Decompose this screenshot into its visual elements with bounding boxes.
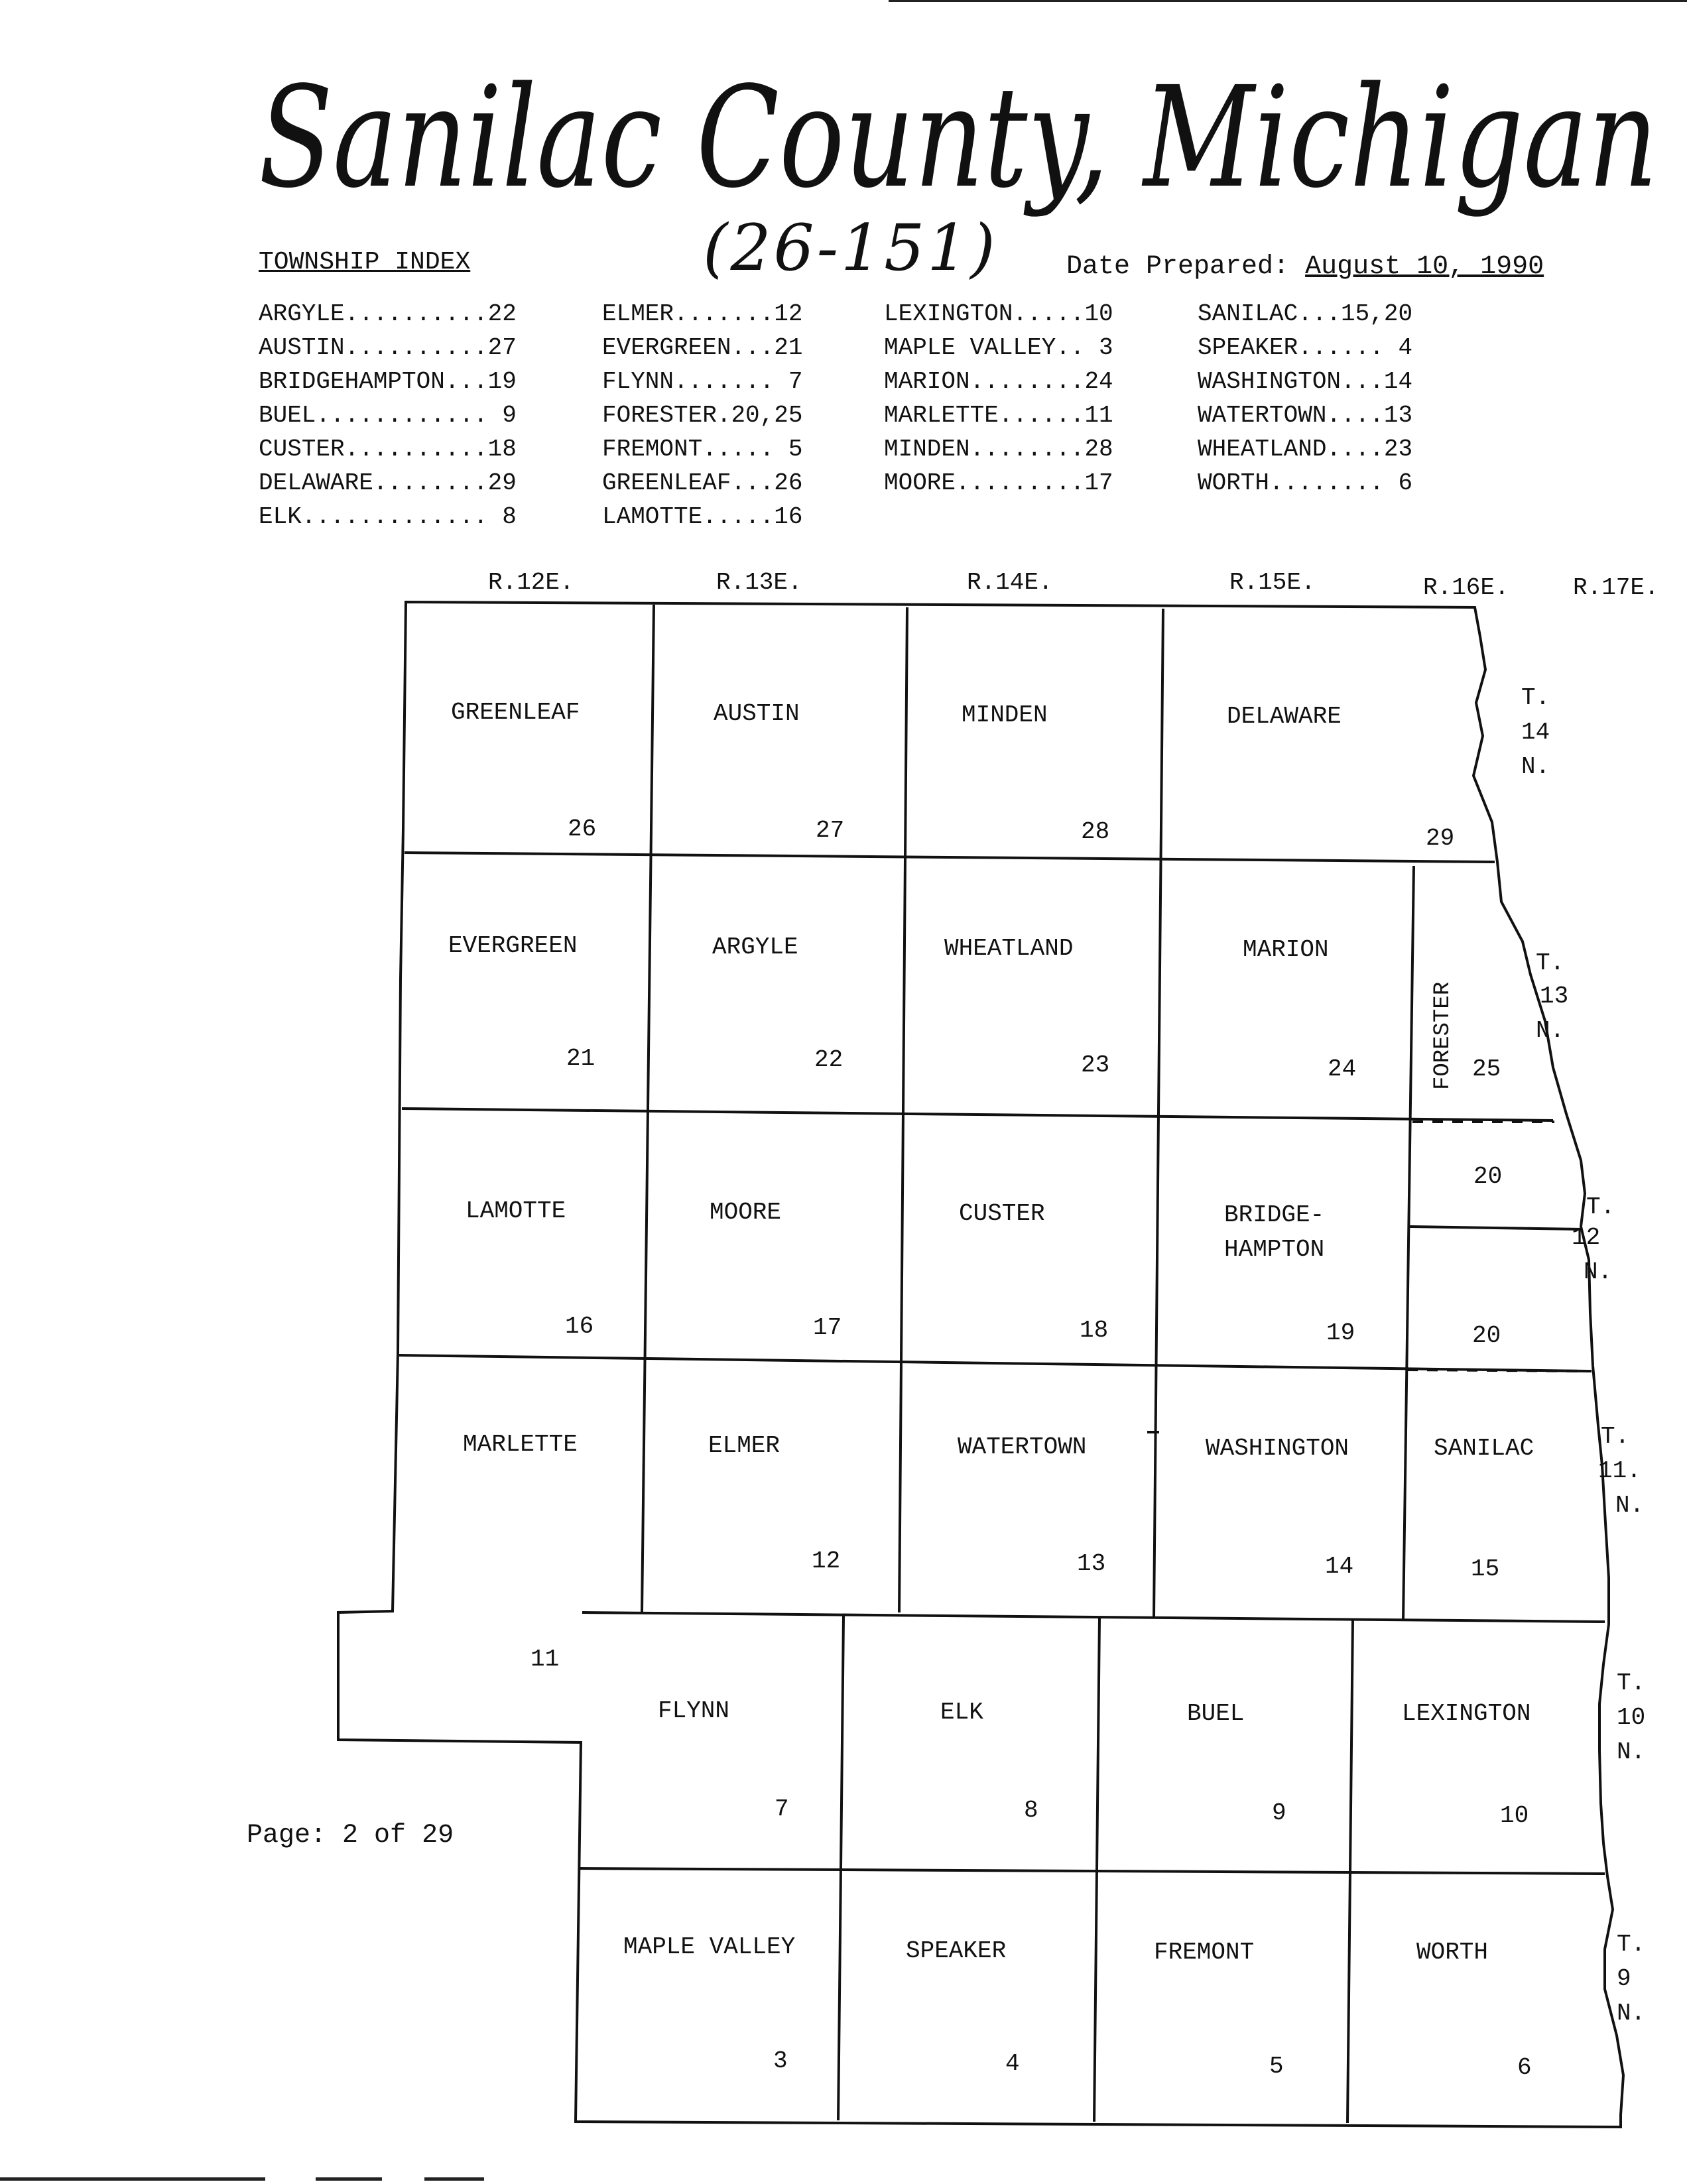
township-number: 19 bbox=[1326, 1319, 1355, 1347]
index-entry-name: LAMOTTE..... bbox=[602, 503, 775, 530]
township-name: ELMER bbox=[708, 1432, 781, 1459]
township-name: AUSTIN bbox=[714, 700, 800, 727]
township-number: 29 bbox=[1426, 825, 1455, 852]
range-line-13-14 bbox=[899, 607, 907, 1612]
township-name: LAMOTTE bbox=[466, 1197, 566, 1225]
township-number: 25 bbox=[1472, 1056, 1501, 1083]
index-entry-number: 11 bbox=[1084, 402, 1113, 429]
index-entry-name: SPEAKER...... bbox=[1198, 334, 1384, 361]
township-number: 22 bbox=[814, 1046, 844, 1073]
tier-line-11-10 bbox=[582, 1612, 1605, 1622]
township-number: 15 bbox=[1471, 1555, 1500, 1583]
township-number: 21 bbox=[566, 1045, 595, 1072]
township-name: ARGYLE bbox=[712, 934, 798, 961]
township-name: FLYNN bbox=[658, 1697, 730, 1725]
tier-line-14-13 bbox=[405, 853, 1495, 862]
index-entry-number: 17 bbox=[1084, 469, 1113, 497]
index-entry-name: MAPLE VALLEY.. bbox=[884, 334, 1085, 361]
tier-line-13-12 bbox=[402, 1109, 1553, 1121]
township-number: 27 bbox=[816, 817, 845, 844]
index-entry-number: 16 bbox=[774, 503, 803, 530]
bottom-mark bbox=[316, 2177, 382, 2181]
tier-label: 13 bbox=[1540, 983, 1569, 1010]
tier-label: N. bbox=[1617, 1738, 1646, 1766]
index-entry-name: ELMER....... bbox=[602, 300, 775, 328]
township-number: 8 bbox=[1024, 1797, 1038, 1824]
township-name: WASHINGTON bbox=[1206, 1435, 1349, 1462]
page-value: 2 of 29 bbox=[342, 1821, 454, 1850]
township-name-line-2: HAMPTON bbox=[1224, 1236, 1325, 1263]
tier-labels bbox=[1521, 684, 1645, 2027]
index-entry-name: WATERTOWN.... bbox=[1198, 402, 1384, 429]
index-entry-name: WHEATLAND.... bbox=[1198, 436, 1384, 463]
township-number: 18 bbox=[1080, 1317, 1109, 1344]
township-name: CUSTER bbox=[959, 1200, 1045, 1227]
tier-line-10-9 bbox=[580, 1868, 1605, 1874]
township-name: ELK bbox=[940, 1699, 983, 1726]
township-name: WORTH bbox=[1416, 1939, 1489, 1966]
township-number: 26 bbox=[568, 816, 597, 843]
index-entry-name: ARGYLE.......... bbox=[259, 300, 488, 328]
tier-label: T. bbox=[1601, 1423, 1630, 1450]
range-label: R.16E. bbox=[1423, 574, 1509, 601]
tier-label: T. bbox=[1617, 1669, 1646, 1697]
index-entry-number: 8 bbox=[487, 503, 517, 530]
index-entry-name: LEXINGTON..... bbox=[884, 300, 1085, 328]
index-entry-number: 20,25 bbox=[731, 402, 803, 429]
index-entry-number: 19 bbox=[487, 368, 517, 395]
index-entry-number: 14 bbox=[1383, 368, 1413, 395]
index-entry-name: MOORE......... bbox=[884, 469, 1085, 497]
tier-label: 10 bbox=[1617, 1704, 1646, 1731]
index-entry-name: DELAWARE........ bbox=[259, 469, 488, 497]
index-entry-name: SANILAC... bbox=[1198, 300, 1342, 328]
township-number: 14 bbox=[1325, 1553, 1354, 1580]
page-indicator bbox=[247, 1821, 454, 1850]
township-name: MAPLE VALLEY bbox=[623, 1933, 796, 1961]
township-name: WHEATLAND bbox=[944, 935, 1074, 962]
index-entry-number: 28 bbox=[1084, 436, 1113, 463]
range-line-12-13 bbox=[642, 605, 654, 1612]
township-name: BUEL bbox=[1187, 1700, 1245, 1727]
index-entry-name: MINDEN........ bbox=[884, 436, 1085, 463]
index-entry-number: 21 bbox=[774, 334, 803, 361]
index-entry-number: 24 bbox=[1084, 368, 1113, 395]
index-entry-name: FREMONT..... bbox=[602, 436, 775, 463]
index-entry-number: 22 bbox=[487, 300, 517, 328]
township-name: MARLETTE bbox=[463, 1431, 578, 1458]
township-name: MINDEN bbox=[962, 701, 1048, 729]
township-number: 28 bbox=[1081, 818, 1110, 845]
township-name: LEXINGTON bbox=[1402, 1700, 1531, 1727]
tier-label: T. bbox=[1521, 684, 1550, 711]
index-entry-number: 6 bbox=[1383, 469, 1413, 497]
township-name: FREMONT bbox=[1154, 1939, 1255, 1966]
township-number: 7 bbox=[775, 1795, 789, 1823]
index-entry-name: EVERGREEN... bbox=[602, 334, 775, 361]
township-number: 13 bbox=[1077, 1550, 1106, 1577]
index-entry-number: 13 bbox=[1383, 402, 1413, 429]
section-line-20 bbox=[1410, 1227, 1582, 1229]
range-line-15-16 bbox=[1403, 866, 1414, 1620]
township-name: WATERTOWN bbox=[958, 1433, 1087, 1461]
index-entry-name: FORESTER. bbox=[602, 402, 731, 429]
index-entry-name: MARION........ bbox=[884, 368, 1085, 395]
township-name: EVERGREEN bbox=[448, 932, 578, 959]
township-number: 20 bbox=[1472, 1322, 1501, 1349]
index-entry-number: 26 bbox=[774, 469, 803, 497]
tier-label: T. bbox=[1617, 1931, 1646, 1958]
index-entry-number: 27 bbox=[487, 334, 517, 361]
range-label: R.17E. bbox=[1573, 574, 1659, 601]
index-entry-number: 9 bbox=[487, 402, 517, 429]
title-text: Sanilac County, Michigan bbox=[259, 56, 1658, 219]
township-name: SPEAKER bbox=[906, 1937, 1007, 1965]
date-value: August 10, 1990 bbox=[1305, 252, 1544, 282]
index-entry-number: 18 bbox=[487, 436, 517, 463]
range-line-lower-1 bbox=[838, 1615, 844, 2120]
township-name: SANILAC bbox=[1434, 1435, 1534, 1462]
township-name: MOORE bbox=[710, 1199, 782, 1226]
township-number: 11 bbox=[531, 1646, 560, 1673]
township-number: 9 bbox=[1272, 1799, 1286, 1827]
index-entry-name: BRIDGEHAMPTON... bbox=[259, 368, 488, 395]
township-name: GREENLEAF bbox=[451, 699, 580, 726]
index-entry-name: WORTH........ bbox=[1198, 469, 1384, 497]
tier-label: T. bbox=[1536, 949, 1565, 977]
township-number: 20 bbox=[1473, 1163, 1503, 1190]
tier-label: 11. bbox=[1598, 1457, 1641, 1485]
township-name-vertical: FORESTER bbox=[1430, 981, 1456, 1090]
index-entry-number: 10 bbox=[1084, 300, 1113, 328]
range-label: R.15E. bbox=[1229, 569, 1316, 596]
township-number: 4 bbox=[1005, 2050, 1020, 2077]
index-entry-name: CUSTER.......... bbox=[259, 436, 488, 463]
tier-label: N. bbox=[1536, 1017, 1565, 1044]
township-number: 6 bbox=[1517, 2054, 1532, 2081]
tier-label: 12 bbox=[1572, 1224, 1601, 1251]
tier-label: N. bbox=[1615, 1492, 1645, 1519]
index-entry-number: 29 bbox=[487, 469, 517, 497]
index-entry-name: FLYNN....... bbox=[602, 368, 775, 395]
tier-label: 9 bbox=[1617, 1965, 1631, 1992]
index-entry-number: 5 bbox=[774, 436, 803, 463]
township-number: 24 bbox=[1328, 1056, 1357, 1083]
index-entry-name: WASHINGTON... bbox=[1198, 368, 1384, 395]
range-label: R.12E. bbox=[488, 569, 574, 596]
index-entry-name: AUSTIN.......... bbox=[259, 334, 488, 361]
index-entry-number: 7 bbox=[774, 368, 803, 395]
township-name: DELAWARE bbox=[1227, 703, 1342, 730]
index-entry-number: 23 bbox=[1383, 436, 1413, 463]
index-entry-number: 3 bbox=[1084, 334, 1113, 361]
index-entry-number: 12 bbox=[774, 300, 803, 328]
date-label: Date Prepared: bbox=[1066, 252, 1290, 282]
index-entry-name: GREENLEAF... bbox=[602, 469, 775, 497]
range-label: R.13E. bbox=[716, 569, 802, 596]
page-label: Page: bbox=[247, 1821, 327, 1850]
township-name: BRIDGE- bbox=[1224, 1201, 1325, 1229]
township-number: 16 bbox=[565, 1313, 594, 1340]
index-entry-name: MARLETTE...... bbox=[884, 402, 1085, 429]
tier-label: T. bbox=[1586, 1193, 1615, 1221]
index-entry-name: BUEL............ bbox=[259, 402, 488, 429]
township-labels bbox=[448, 699, 1534, 2081]
range-label: R.14E. bbox=[967, 569, 1053, 596]
tier-label: N. bbox=[1617, 2000, 1646, 2027]
index-entry-number: 15,20 bbox=[1341, 300, 1413, 328]
index-entry-name: ELK............. bbox=[259, 503, 488, 530]
index-entry-number: 4 bbox=[1383, 334, 1413, 361]
county-code: (26-151) bbox=[703, 211, 998, 285]
range-labels bbox=[488, 569, 1659, 601]
tier-label: 14 bbox=[1521, 719, 1550, 746]
range-line-14-15 bbox=[1154, 609, 1163, 1618]
index-heading: TOWNSHIP INDEX bbox=[259, 248, 471, 276]
township-number: 5 bbox=[1269, 2053, 1284, 2080]
tier-label: N. bbox=[1521, 753, 1550, 780]
township-number: 23 bbox=[1081, 1052, 1110, 1079]
township-number: 3 bbox=[773, 2047, 788, 2075]
township-number: 12 bbox=[812, 1547, 841, 1575]
township-number: 17 bbox=[813, 1314, 842, 1341]
range-line-lower-2 bbox=[1094, 1618, 1099, 2122]
township-number: 10 bbox=[1500, 1802, 1529, 1829]
tier-label: N. bbox=[1584, 1258, 1613, 1286]
township-name: MARION bbox=[1243, 936, 1329, 963]
bottom-mark bbox=[424, 2177, 484, 2181]
bottom-mark bbox=[0, 2177, 265, 2181]
